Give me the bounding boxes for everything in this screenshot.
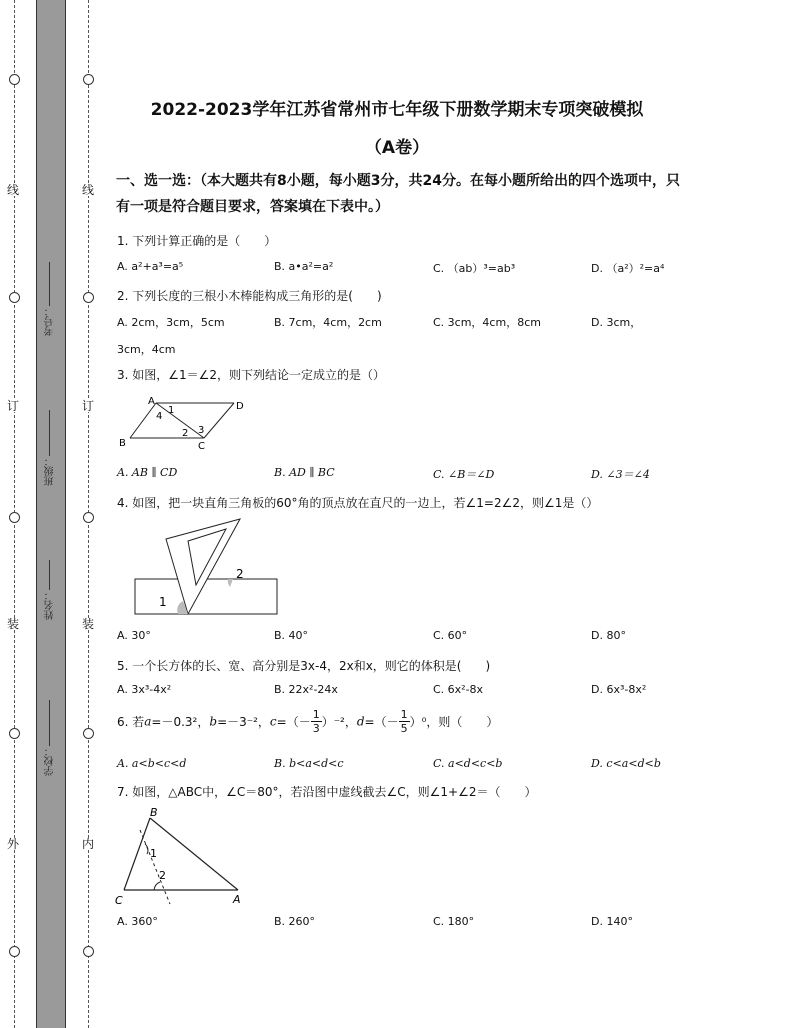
- school-field[interactable]: [43, 700, 57, 776]
- fig7-label-1: 1: [150, 847, 157, 860]
- option-d[interactable]: D. ∠3＝∠4: [591, 468, 650, 481]
- option-b[interactable]: B. 22x²-24x: [274, 683, 338, 696]
- option-c[interactable]: C. （ab）³=ab³: [433, 262, 516, 275]
- binding-hole: [83, 512, 94, 523]
- section-heading: 一、选一选：（本大题共有8小题，每小题3分，共24分。在每小题所给出的四个选项中，只有一项是符合题目要求，答案填在下表中。）: [116, 173, 680, 215]
- page-title: 2022-2023学年江苏省常州市七年级下册数学期末专项突破模拟: [150, 100, 644, 120]
- fig3-label-b: B: [119, 438, 126, 449]
- binding-hole: [9, 74, 20, 85]
- option-b[interactable]: B. 40°: [274, 629, 309, 642]
- binding-hole: [9, 292, 20, 303]
- option-c[interactable]: C. 60°: [433, 629, 468, 642]
- question-3-stem: 3. 如图，∠1＝∠2，则下列结论一定成立的是（）: [117, 368, 386, 382]
- option-a[interactable]: A. 360°: [117, 915, 158, 928]
- option-b[interactable]: B. AD ∥ BC: [274, 466, 335, 479]
- fig3-label-a: A: [148, 396, 155, 407]
- option-a[interactable]: A. 2cm，3cm，5cm: [117, 316, 225, 329]
- fig7-label-2: 2: [159, 869, 166, 882]
- option-d[interactable]: D. 140°: [591, 915, 633, 928]
- school-label: 学校：: [45, 746, 56, 776]
- fig3-label-c: C: [198, 441, 205, 450]
- option-d[interactable]: D. （a²）²=a⁴: [591, 262, 665, 275]
- question-5-stem: 5. 一个长方体的长、宽、高分别是3x-4，2x和x，则它的体积是( ): [117, 659, 491, 673]
- option-c[interactable]: C. 3cm，4cm，8cm: [433, 316, 541, 329]
- margin-char: 外: [7, 837, 20, 851]
- margin-char: 内: [82, 837, 95, 851]
- margin-char: 订: [82, 399, 95, 413]
- fraction-1-3: $\frac{1}{3}$: [312, 708, 320, 735]
- binding-hole: [9, 946, 20, 957]
- question-2-option-d-wrap: 3cm，4cm: [117, 343, 176, 356]
- page-subtitle: （A卷）: [364, 138, 430, 158]
- binding-hole: [83, 74, 94, 85]
- margin-char: 装: [82, 617, 95, 631]
- question-6-stem: 6. 若a=－0.3²，b=－3⁻²，c=（－ $\frac{1}{3}$ ）⁻²，d=（－ $\frac{1}{5}$ ）⁰，则（ ）: [117, 708, 499, 735]
- margin-char: 订: [7, 399, 20, 413]
- option-d[interactable]: D. c<a<d<b: [591, 757, 661, 770]
- question-4-figure: [132, 513, 282, 617]
- fig3-label-3: 3: [198, 425, 205, 436]
- question-2-stem: 2. 下列长度的三根小木棒能构成三角形的是( ): [117, 289, 382, 303]
- fraction-1-5: $\frac{1}{5}$: [400, 708, 408, 735]
- fig7-label-a: A: [233, 893, 241, 906]
- fig3-label-2: 2: [182, 428, 189, 439]
- option-a[interactable]: A. a²+a³=a⁵: [117, 260, 184, 273]
- class-label: 班级：: [45, 456, 56, 486]
- name-field[interactable]: [43, 560, 57, 620]
- fig7-label-c: C: [115, 894, 123, 907]
- question-7-figure: [112, 804, 248, 908]
- fig3-label-4: 4: [156, 411, 163, 422]
- binding-hole: [9, 512, 20, 523]
- margin-char: 线: [82, 183, 95, 197]
- binding-hole: [83, 946, 94, 957]
- question-3-figure: [116, 394, 250, 450]
- exam-number-field[interactable]: [43, 262, 57, 336]
- option-a[interactable]: A. 30°: [117, 629, 151, 642]
- question-4-stem: 4. 如图，把一块直角三角板的60°角的顶点放在直尺的一边上，若∠1=2∠2，则∠1是（）: [117, 496, 599, 510]
- question-7-stem: 7. 如图，△ABC中，∠C＝80°，若沿图中虚线截去∠C，则∠1+∠2＝（ ）: [117, 785, 537, 799]
- fig7-label-b: B: [150, 806, 158, 819]
- option-d[interactable]: D. 3cm，: [591, 316, 642, 329]
- option-b[interactable]: B. a•a²=a²: [274, 260, 334, 273]
- option-b[interactable]: B. 260°: [274, 915, 316, 928]
- option-d[interactable]: D. 6x³-8x²: [591, 683, 647, 696]
- option-b[interactable]: B. 7cm，4cm，2cm: [274, 316, 382, 329]
- question-1-stem: 1. 下列计算正确的是（ ）: [117, 234, 277, 248]
- fig3-label-d: D: [236, 401, 244, 412]
- exam-number-label: 考号：: [45, 306, 56, 336]
- class-field[interactable]: [43, 410, 57, 486]
- option-c[interactable]: C. ∠B＝∠D: [433, 468, 495, 481]
- option-c[interactable]: C. 180°: [433, 915, 475, 928]
- binding-hole: [9, 728, 20, 739]
- binding-hole: [83, 728, 94, 739]
- option-c[interactable]: C. 6x²-8x: [433, 683, 484, 696]
- fig4-label-1: 1: [159, 595, 167, 609]
- binding-hole: [83, 292, 94, 303]
- fig4-label-2: 2: [236, 567, 244, 581]
- fig3-label-1: 1: [168, 405, 175, 416]
- option-a[interactable]: A. a<b<c<d: [117, 757, 187, 770]
- margin-char: 装: [7, 617, 20, 631]
- option-a[interactable]: A. 3x³-4x²: [117, 683, 172, 696]
- margin-char: 线: [7, 183, 20, 197]
- option-a[interactable]: A. AB ∥ CD: [117, 466, 178, 479]
- option-c[interactable]: C. a<d<c<b: [433, 757, 503, 770]
- option-b[interactable]: B. b<a<d<c: [274, 757, 344, 770]
- option-d[interactable]: D. 80°: [591, 629, 626, 642]
- name-label: 姓名：: [45, 590, 56, 620]
